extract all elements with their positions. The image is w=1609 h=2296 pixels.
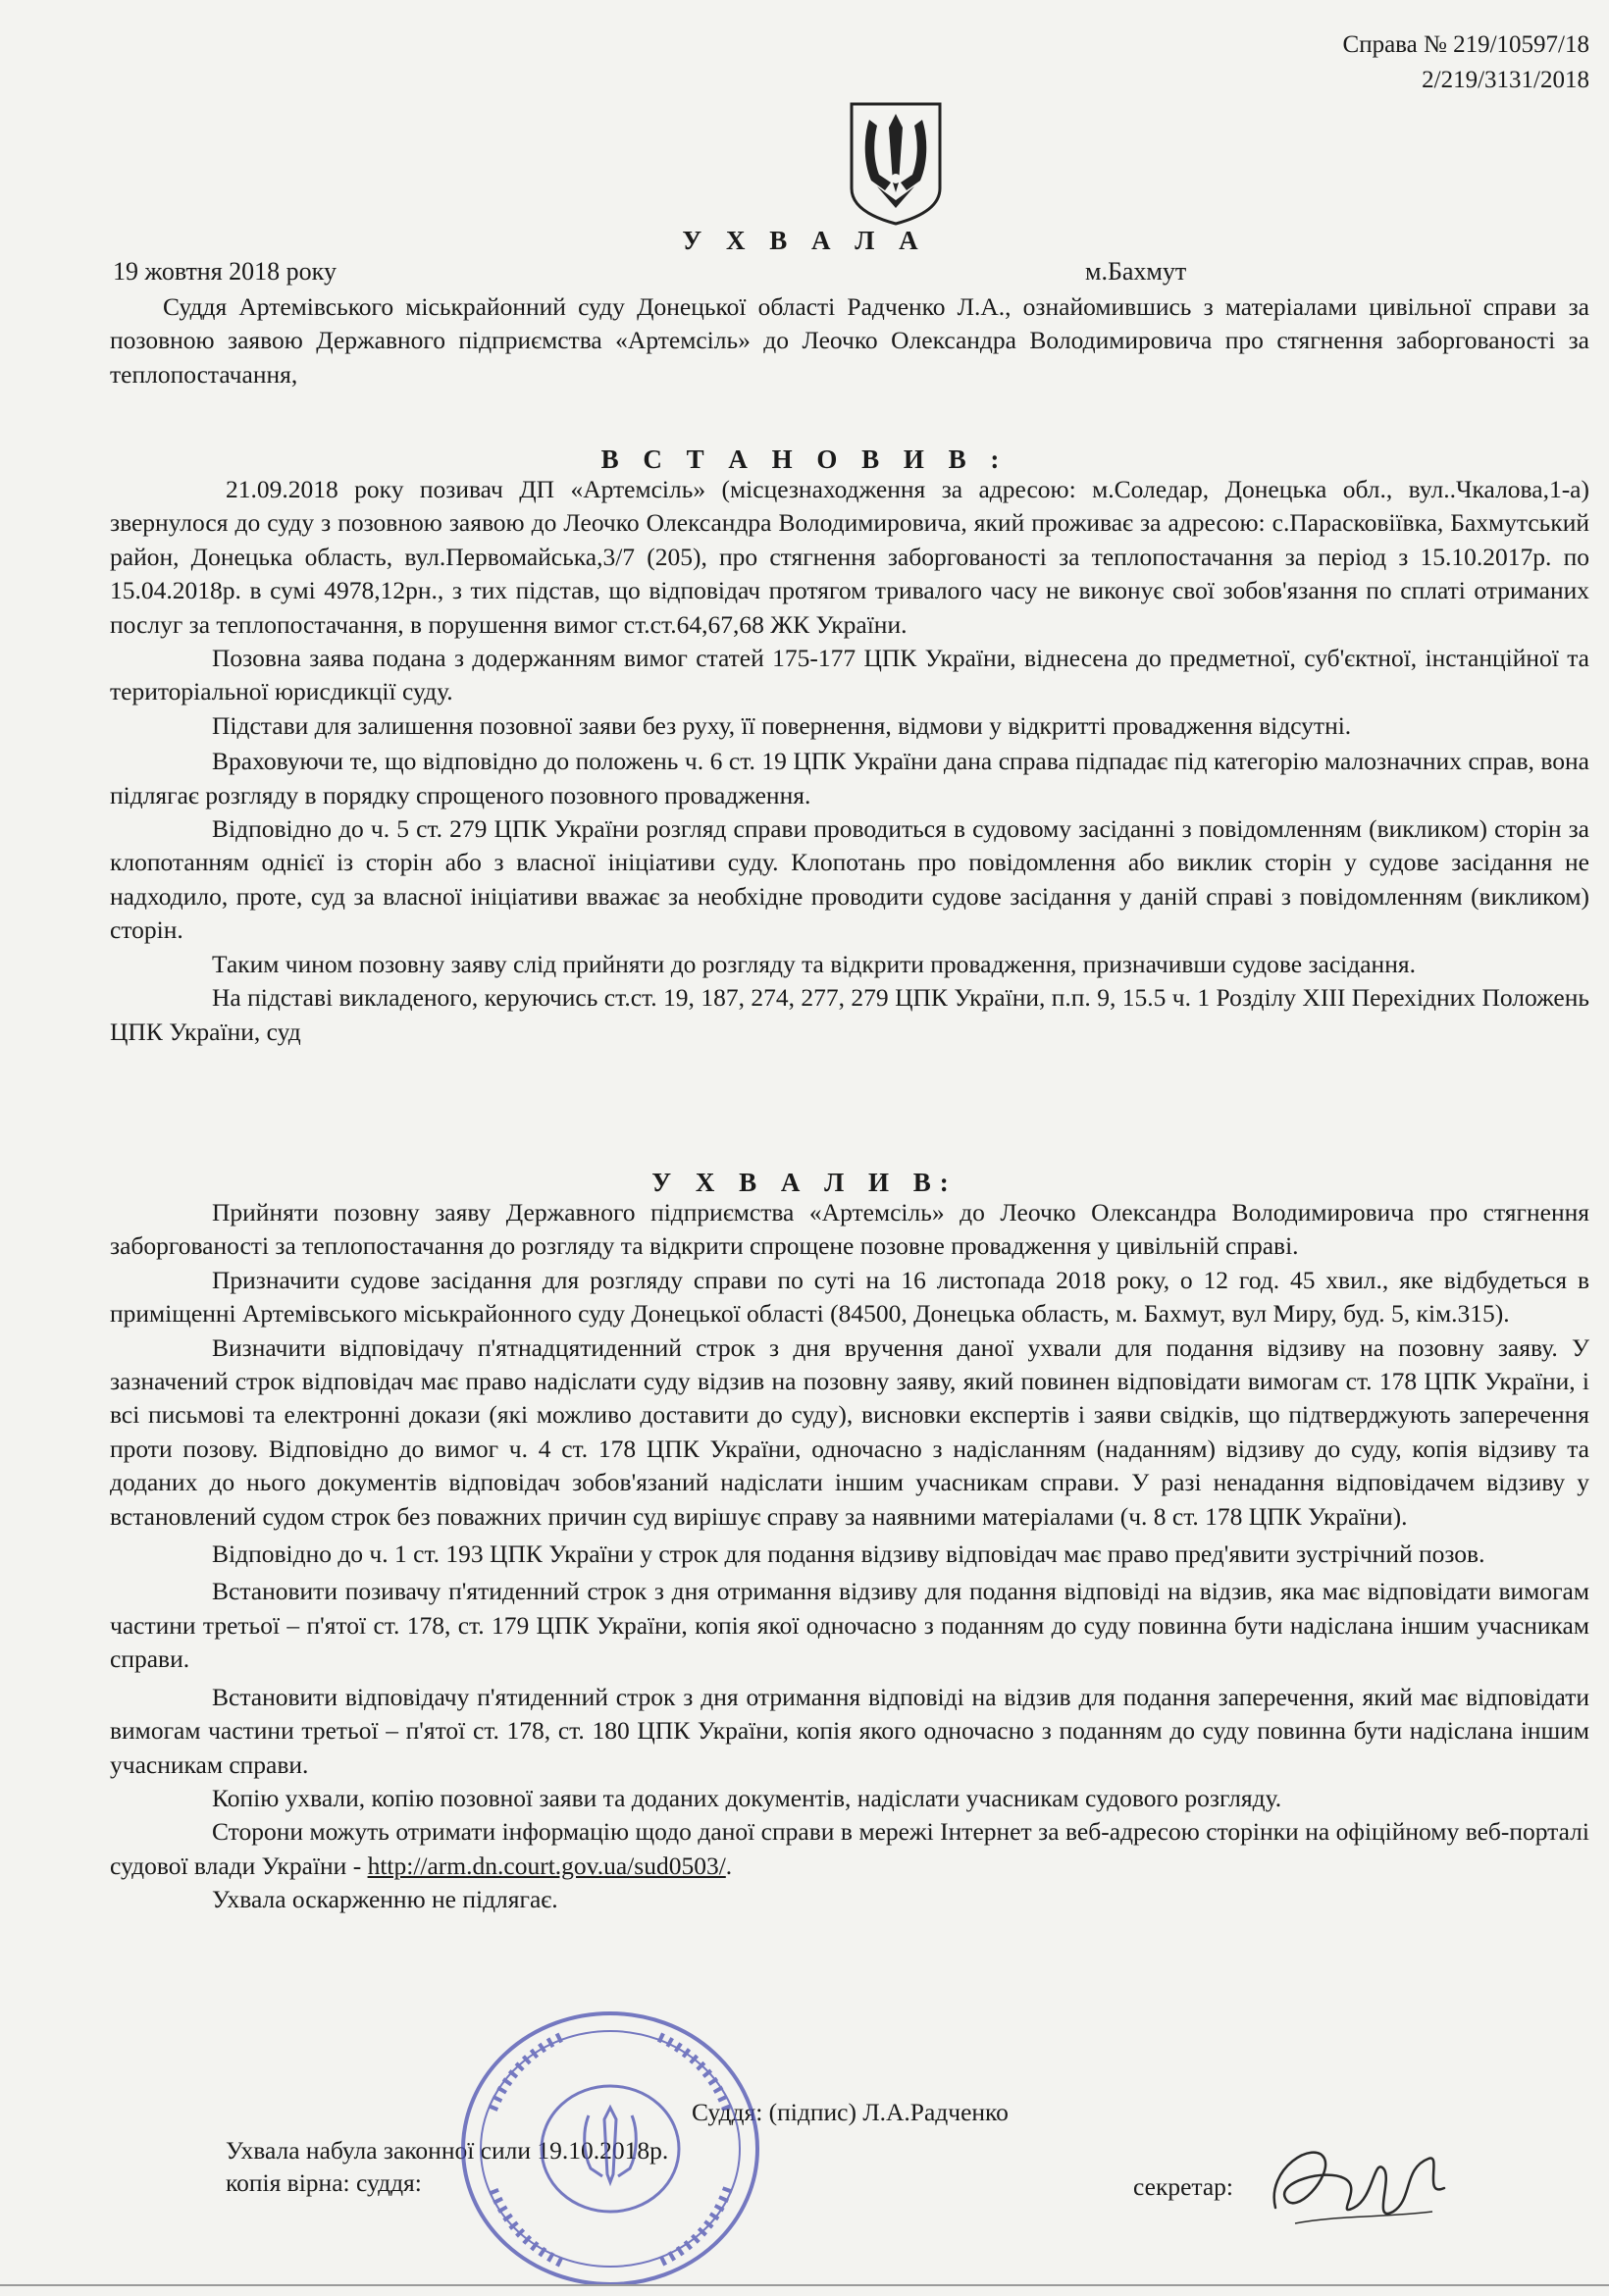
- established-paragraph: Позовна заява подана з додержанням вимог статей 175-177 ЦПК України, віднесена до предметної, суб'єктної, інстанційної та територіальної юрисдикції суду.: [110, 644, 1589, 706]
- established-heading: В С Т А Н О В И В :: [600, 444, 1009, 474]
- intro-paragraph: [110, 290, 1589, 391]
- ruled-paragraph: Встановити позивачу п'ятиденний строк з дня отримання відзиву для подання відповіді на відзив, яка має відповідати вимогам частини третьої – п'ятої ст. 178, ст. 179 ЦПК України, копія якої одночасно з поданням до суду повинна бути надіслана іншим учасникам справи.: [110, 1577, 1589, 1674]
- document-date: 19 жовтня 2018 року: [113, 257, 337, 286]
- internet-text: Сторони можуть отримати інформацію щодо даної справи в мережі Інтернет за веб-адресою сторінки на офіційному веб-порталі судової влади України -: [110, 1817, 1589, 1880]
- secretary-label: секретар:: [1133, 2172, 1234, 2201]
- established-paragraph: Таким чином позовну заяву слід прийняти до розгляду та відкрити провадження, призначивши судове засідання.: [212, 949, 1416, 978]
- intro-text: Суддя Артемівського міськрайонний суду Донецької області Радченко Л.А., ознайомившись з матеріалами цивільної справи за позовною заявою Державного підприємства «Артемсіль» до Леочко Олександра Володимировича про стягнення заборгованості за теплопостачання,: [110, 292, 1589, 389]
- established-paragraph: На підставі викладеного, керуючись ст.ст. 19, 187, 274, 277, 279 ЦПК України, п.п. 9, 15.5 ч. 1 Розділу XIII Перехідних Положень ЦПК України, суд: [110, 983, 1589, 1046]
- established-paragraph: Підстави для залишення позовної заяви без руху, її повернення, відмови у відкритті провадження відсутні.: [212, 710, 1352, 740]
- ruled-paragraph: Встановити відповідачу п'ятиденний строк з дня отримання відповіді на відзив для подання заперечення, який має відповідати вимогам частини третьої – п'ятої ст. 178, ст. 180 ЦПК України, копія якого одночасно з поданням до суду повинна бути надіслана іншим учасникам справи.: [110, 1682, 1589, 1779]
- court-website-link[interactable]: http://arm.dn.court.gov.ua/sud0503/: [367, 1851, 726, 1880]
- secretary-signature-icon: [1256, 2129, 1452, 2247]
- ruled-paragraph: Прийняти позовну заяву Державного підприємства «Артемсіль» до Леочко Олександра Володимировича про стягнення заборгованості за теплопостачання до розгляду та відкрити спрощене позовне провадження у цивільній справі.: [110, 1198, 1589, 1261]
- trident-emblem-icon: [842, 98, 950, 228]
- ruled-paragraph: Визначити відповідачу п'ятнадцятиденний строк з дня вручення даної ухвали для подання відзиву на позовну заяву. У зазначений строк відповідач має право надіслати суду відзив на позовну заяву, який повинен відповідати вимогам ст. 178 ЦПК України, і всі письмові та електронні докази (які можливо доставити до суду), висновки експертів і заяви свідків, що підтверджують заперечення проти позову. Відповідно до вимог ч. 4 ст. 178 ЦПК України, одночасно з надісланням (наданням) відзиву до суду, копія відзиву та доданих до нього документів відповідач зобов'язаний надіслати іншим учасникам справи. У разі ненадання відповідачем відзиву у встановлений судом строк без поважних причин суд вирішує справу за наявними матеріалами (ч. 8 ст. 178 ЦПК України).: [110, 1332, 1589, 1531]
- copy-true-label: копія вірна: суддя:: [226, 2168, 422, 2197]
- judge-signature-line: Суддя: (підпис) Л.А.Радченко: [692, 2098, 1009, 2126]
- established-paragraph: Відповідно до ч. 5 ст. 279 ЦПК України розгляд справи проводиться в судовому засіданні з повідомленням (викликом) сторін за клопотанням однієї із сторін або з власної ініціативи суду. Клопотань про повідомлення або виклик сторін у судове засідання не надходило, проте, суд за власної ініціативи вважає за необхідне проводити судове засідання у даній справі з повідомленням (викликом) сторін.: [110, 814, 1589, 945]
- not-appealable: Ухвала оскарженню не підлягає.: [212, 1885, 558, 1914]
- page-bottom-edge: [0, 2284, 1609, 2286]
- internet-end: .: [725, 1851, 733, 1880]
- established-section: [110, 473, 1589, 1049]
- document-title: У Х В А Л А: [682, 226, 927, 255]
- effective-date: Ухвала набула законної сили 19.10.2018р.: [226, 2136, 669, 2165]
- ruled-section: [110, 1196, 1589, 1917]
- ruled-heading: У Х В А Л И В:: [651, 1168, 958, 1197]
- ruled-paragraph: Копію ухвали, копію позовної заяви та доданих документів, надіслати учасникам судового розгляду.: [212, 1783, 1282, 1812]
- established-paragraph: Враховуючи те, що відповідно до положень ч. 6 ст. 19 ЦПК України дана справа підпадає під категорію малозначних справ, вона підлягає розгляду в порядку спрощеного позовного провадження.: [110, 747, 1589, 809]
- ruled-paragraph: Відповідно до ч. 1 ст. 193 ЦПК України у строк для подання відзиву відповідач має право пред'явити зустрічний позов.: [212, 1539, 1485, 1569]
- internet-paragraph: [110, 1815, 1589, 1883]
- case-number-line2: 2/219/3131/2018: [1422, 67, 1589, 93]
- court-seal-icon: [453, 2002, 767, 2296]
- established-paragraph: 21.09.2018 року позивач ДП «Артемсіль» (місцезнаходження за адресою: м.Соледар, Донецька обл., вул..Чкалова,1-а) звернулося до суду з позовною заявою до Леочко Олександра Володимировича, який проживає за адресою: с.Парасковіївка, Бахмутський район, Донецька область, вул.Первомайська,3/7 (205), про стягнення заборгованості за теплопостачання за період з 15.10.2017р. по 15.04.2018р. в сумі 4978,12рн., з тих підстав, що відповідач протягом тривалого часу не виконує свої зобов'язання по сплаті отриманих послуг за теплопостачання, в порушення вимог ст.ст.64,67,68 ЖК України.: [110, 475, 1589, 639]
- case-number-line1: Справа № 219/10597/18: [1342, 31, 1589, 58]
- case-numbers: [1343, 27, 1589, 98]
- document-city: м.Бахмут: [1085, 257, 1187, 286]
- ruled-paragraph: Призначити судове засідання для розгляду справи по суті на 16 листопада 2018 року, о 12 год. 45 хвил., яке відбудеться в приміщенні Артемівського міськрайонного суду Донецької області (84500, Донецька область, м. Бахмут, вул Миру, буд. 5, кім.315).: [110, 1265, 1589, 1329]
